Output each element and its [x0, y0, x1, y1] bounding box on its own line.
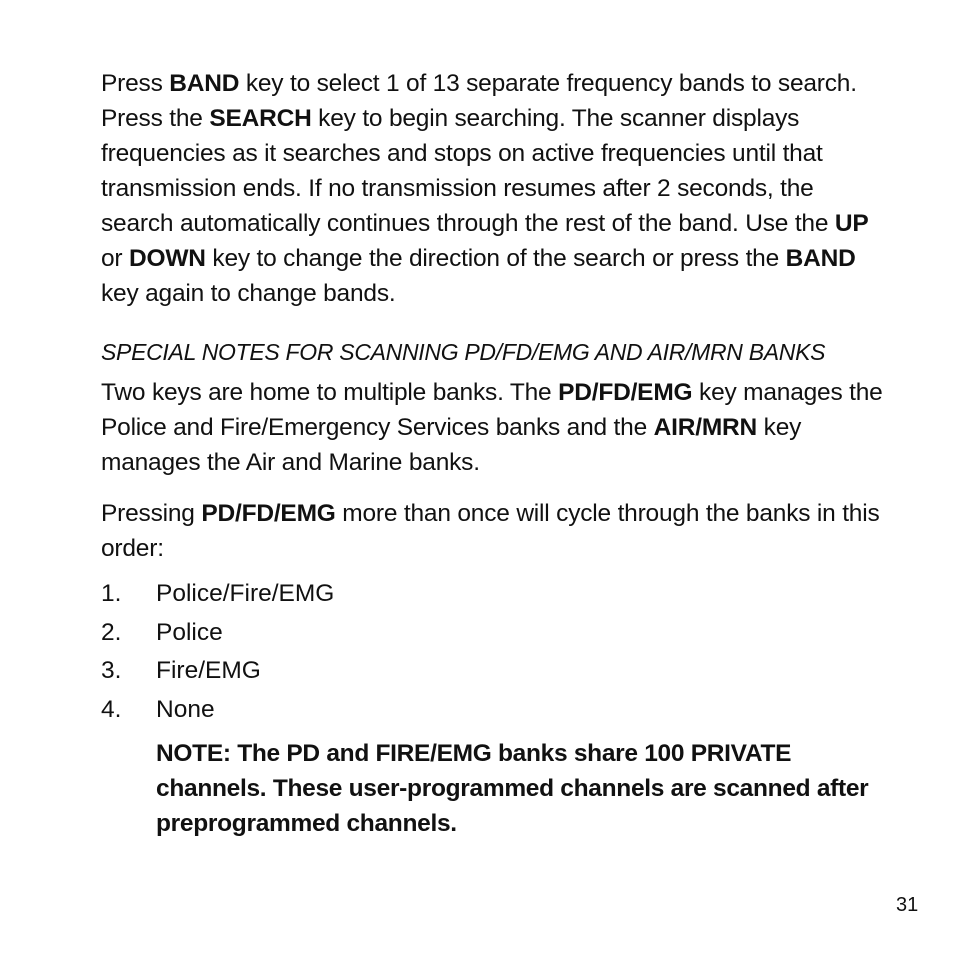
list-number: 4.	[101, 695, 122, 723]
key-name-pd-fd-emg: PD/FD/EMG	[201, 500, 336, 527]
section-heading: SPECIAL NOTES FOR SCANNING PD/FD/EMG AND AIR/MRN BANKS	[101, 339, 826, 365]
list-text: Fire/EMG	[156, 657, 261, 684]
list-text: Police/Fire/EMG	[156, 580, 335, 607]
key-name-band: BAND	[785, 245, 856, 272]
key-name-down: DOWN	[129, 245, 206, 272]
page-number: 31	[896, 894, 919, 916]
text-run: key to change the direction of the search or press the	[205, 245, 786, 272]
key-name-up: UP	[834, 210, 869, 237]
text-run: Pressing	[101, 500, 202, 527]
key-name-band: BAND	[169, 70, 240, 97]
key-name-search: SEARCH	[209, 105, 312, 132]
list-number: 2.	[101, 618, 122, 646]
text-run: key manages the Air and Marine banks.	[101, 414, 802, 476]
text-run: key again to change bands.	[101, 280, 396, 307]
list-text: None	[156, 695, 215, 723]
key-name-pd-fd-emg: PD/FD/EMG	[558, 379, 693, 406]
text-run: more than once will cycle through the banks in this order:	[101, 500, 880, 562]
list-number: 3.	[101, 657, 122, 684]
text-run: key manages the Police and Fire/Emergency Services banks and the	[101, 379, 883, 441]
text-run: key to begin searching. The scanner displays frequencies as it searches and stops on active frequencies until that transmission ends. If no transmission resumes after 2 seconds, the search automatically continues through the rest of the band. Use the	[101, 105, 835, 237]
text-run: Two keys are home to multiple banks. The	[101, 379, 559, 406]
list-text: Police	[156, 618, 223, 646]
cycle-order-paragraph	[101, 496, 891, 566]
text-run: Press	[101, 70, 170, 97]
multiple-banks-paragraph	[101, 375, 891, 480]
text-run: or	[101, 245, 129, 272]
list-number: 1.	[101, 580, 122, 607]
key-name-air-mrn: AIR/MRN	[653, 414, 758, 441]
private-channels-note: NOTE: The PD and FIRE/EMG banks share 100 PRIVATE channels. These user-programmed channels are scanned after preprogrammed channels.	[156, 740, 869, 837]
text-run: key to select 1 of 13 separate frequency bands to search. Press the	[101, 70, 857, 132]
band-search-paragraph	[101, 66, 891, 311]
